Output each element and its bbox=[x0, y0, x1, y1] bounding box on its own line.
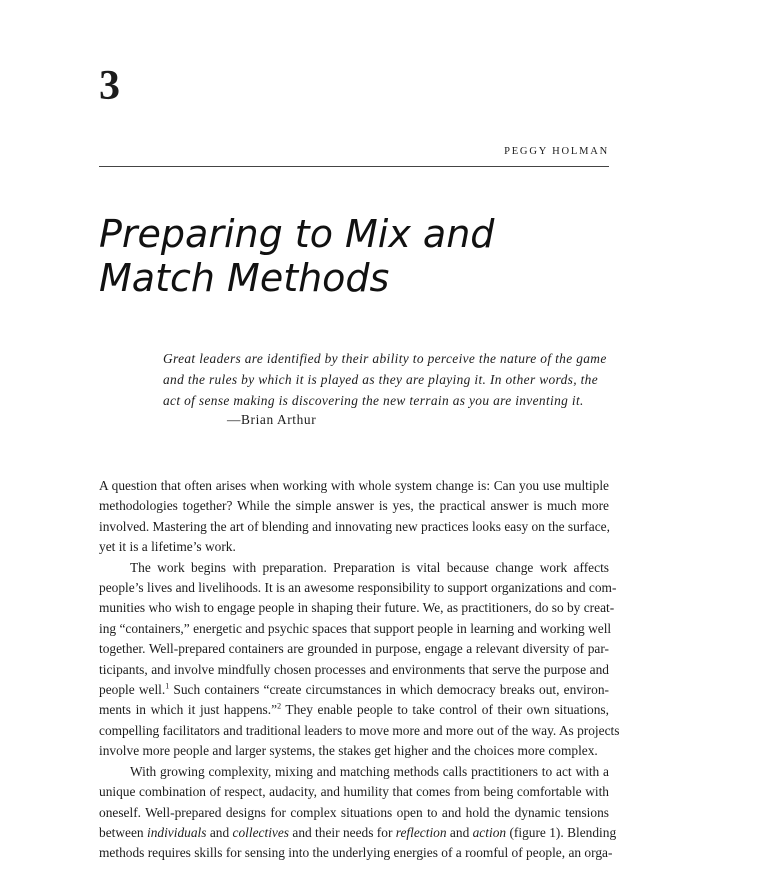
text-line: people’s lives and livelihoods. It is an awesome responsibility to support organizations and com- bbox=[99, 580, 617, 596]
footnote-ref-2[interactable]: 2 bbox=[277, 702, 282, 711]
text-line: involved. Mastering the art of blending and innovating new practices looks easy on the surface, bbox=[99, 518, 610, 534]
emphasis: collectives bbox=[232, 824, 290, 840]
text-line: A question that often arises when working with whole system change is: Can you use multiple bbox=[99, 478, 609, 493]
text-line: yet it is a lifetime’s work. bbox=[99, 539, 236, 555]
text-line: ticipants, and involve mindfully chosen processes and environments that serve the purpose and bbox=[99, 661, 609, 677]
text-segment: They enable people to take control of their own situations, bbox=[281, 702, 609, 718]
text-segment: between bbox=[99, 824, 147, 840]
text-line: methodologies together? While the simple answer is yes, the practical answer is much more bbox=[99, 498, 609, 514]
epigraph-line: act of sense making is discovering the new terrain as you are inventing it. bbox=[163, 393, 584, 408]
text-line: oneself. Well-prepared designs for complex situations open to and hold the dynamic tensions bbox=[99, 804, 609, 820]
epigraph bbox=[163, 348, 609, 411]
header-rule bbox=[99, 166, 609, 167]
title-line: Match Methods bbox=[99, 256, 390, 300]
chapter-author: PEGGY HOLMAN bbox=[504, 146, 609, 157]
epigraph-attribution: —Brian Arthur bbox=[227, 412, 317, 427]
footnote-ref-1[interactable]: 1 bbox=[165, 681, 170, 691]
epigraph-line: and the rules by which it is played as they are playing it. In other words, the bbox=[163, 372, 599, 387]
text-line: munities who wish to engage people in shaping their future. We, as practitioners, do so by creat- bbox=[99, 600, 615, 616]
text-line: The work begins with preparation. Preparation is vital because change work affects bbox=[130, 559, 609, 575]
epigraph-line: Great leaders are identified by their ability to perceive the nature of the game bbox=[163, 351, 607, 366]
text-line: compelling facilitators and traditional leaders to move more and more out of the way. As projects bbox=[99, 722, 620, 738]
text-segment: and their needs for bbox=[289, 824, 396, 840]
chapter-number: 3 bbox=[99, 63, 121, 109]
text-line: With growing complexity, mixing and matching methods calls practitioners to act with a bbox=[130, 763, 609, 779]
body-text bbox=[99, 476, 620, 864]
text-line bbox=[99, 680, 609, 700]
paragraph-3 bbox=[99, 762, 617, 864]
text-line bbox=[99, 700, 609, 720]
text-line bbox=[99, 823, 617, 843]
title-line: Preparing to Mix and bbox=[99, 212, 495, 256]
emphasis: action bbox=[472, 824, 507, 840]
text-line: involve more people and larger systems, the stakes get higher and the choices more complex. bbox=[99, 743, 598, 759]
text-segment: Such containers “create circumstances in which democracy breaks out, environ- bbox=[169, 682, 609, 698]
paragraph-1 bbox=[99, 476, 609, 558]
emphasis: reflection bbox=[395, 824, 447, 840]
text-line: unique combination of respect, audacity, and humility that comes from being comfortable with bbox=[99, 784, 609, 800]
text-segment: people well. bbox=[99, 682, 166, 698]
paragraph-2 bbox=[99, 558, 620, 762]
text-line: together. Well-prepared containers are grounded in purpose, engage a relevant diversity of par- bbox=[99, 641, 609, 657]
text-segment: (figure 1). Blending bbox=[506, 824, 617, 840]
text-line: ing “containers,” energetic and psychic spaces that support people in learning and working well bbox=[99, 620, 612, 636]
text-segment: and bbox=[206, 824, 233, 840]
text-line: methods requires skills for sensing into the underlying energies of a roomful of people, an orga- bbox=[99, 845, 613, 861]
text-segment: ments in which it just happens.” bbox=[99, 702, 278, 718]
emphasis: individuals bbox=[146, 824, 207, 840]
chapter-title bbox=[99, 212, 494, 300]
text-segment: and bbox=[446, 824, 473, 840]
